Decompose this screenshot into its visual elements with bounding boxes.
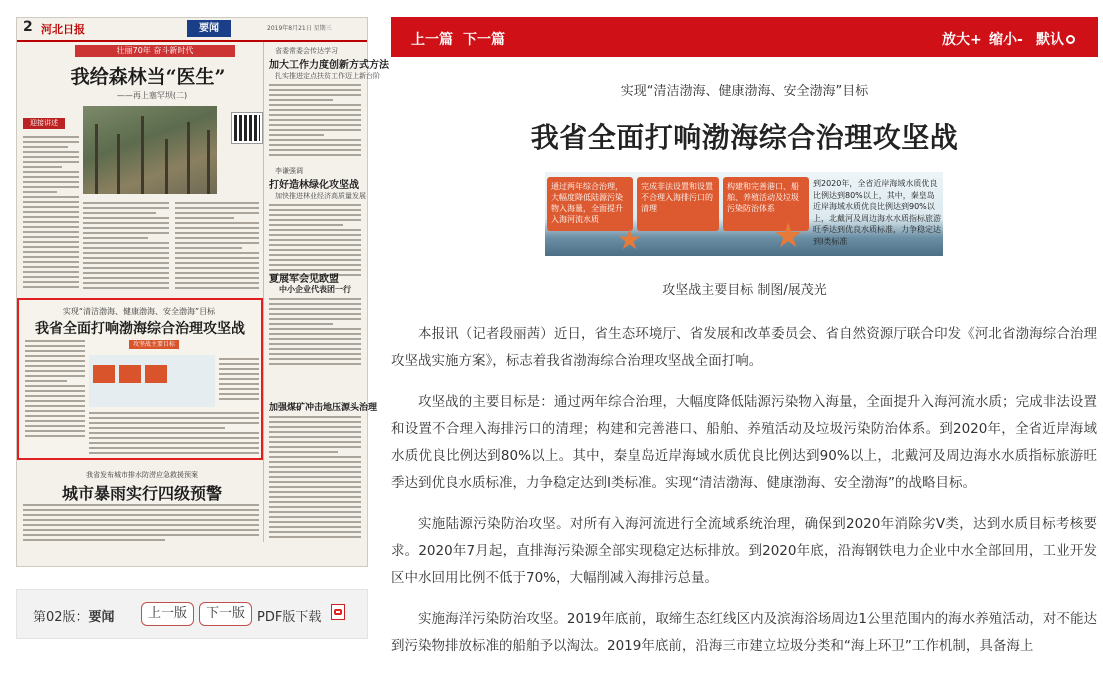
qr-code-icon (232, 113, 262, 143)
newspaper-text-column (23, 504, 259, 544)
article-paragraph: 实施陆源污染防治攻坚。对所有入海河流进行全流域系统治理，确保到2020年消除劣Ⅴ类，达到水质目标考核要求。2020年7月起，直排海污染源全部实现稳定达标排放。到2020年底，沿海钢铁电力企业中水全部回用，工业开发区中水回用比例不低于70%，大幅削减入海排污总量。 (391, 516, 1097, 586)
newspaper-page-number: 2 (23, 19, 33, 35)
prev-page-button[interactable]: 上一版 (141, 602, 194, 626)
newspaper-masthead (17, 18, 367, 42)
newspaper-text-column (25, 340, 85, 440)
reset-icon (1066, 35, 1075, 44)
infographic-target-text: 到2020年，全省近岸海域水质优良比例达到80%以上，其中，秦皇岛近岸海域水质优良比例达到90%以上，北戴河及周边海水水质指标旅游旺季达到优良水质标准，力争稳定达到Ⅰ类标准 (813, 179, 941, 246)
next-page-button[interactable]: 下一版 (199, 602, 252, 626)
newspaper-side-title[interactable]: 夏展军会见欧盟 (269, 274, 339, 285)
pdf-icon[interactable] (331, 604, 345, 620)
newspaper-side-subtitle: 加快推进林业经济高质量发展 (275, 192, 366, 200)
newspaper-bottom-title[interactable]: 城市暴雨实行四级预警 (61, 484, 222, 503)
newspaper-text-column (269, 298, 361, 368)
zoom-out-button[interactable]: 缩小- (989, 32, 1023, 48)
prev-article-link[interactable]: 上一篇 (411, 32, 453, 48)
page-navigation (16, 589, 368, 639)
newspaper-side-subtitle: 中小企业代表团一行 (279, 285, 351, 294)
newspaper-side-title[interactable]: 打好造林绿化攻坚战 (269, 180, 359, 191)
starfish-icon: ★ (773, 216, 804, 256)
newspaper-text-column (219, 358, 259, 403)
infographic-goal-box: 完成非法设置和设置不合理入海排污口的清理 (637, 177, 719, 231)
article-infographic (545, 172, 943, 256)
newspaper-side-kicker: 省委常委会传达学习 (275, 47, 338, 55)
newspaper-text-column (175, 202, 259, 292)
article-paragraph: 实施海洋污染防治攻坚。2019年底前，取缔生态红线区内及滨海浴场周边1公里范围内的海水养殖活动，对不能达到污染物排放标准的船舶予以淘汰。2019年底前，沿海三市建立垃圾分类和“海上环卫”工作机制，具备海上 (391, 611, 1097, 654)
newspaper-text-column (83, 202, 169, 292)
infographic-goal-box: 构建和完善港口、船舶、养殖活动及垃圾污染防治体系 (723, 177, 809, 231)
highlight-kicker: 实现“清洁渤海、健康渤海、安全渤海”目标 (62, 307, 216, 316)
newspaper-side-subtitle: 扎实推进定点扶贫工作迈上新台阶 (275, 72, 380, 80)
article-title: 我省全面打响渤海综合治理攻坚战 (530, 121, 959, 154)
article-kicker: 实现“清洁渤海、健康渤海、安全渤海”目标 (620, 84, 869, 99)
zoom-in-button[interactable]: 放大+ (942, 32, 982, 48)
newspaper-date: 2019年8月21日 星期三 (267, 25, 332, 32)
reset-zoom-button[interactable]: 默认 (1036, 29, 1075, 49)
newspaper-text-column (269, 204, 361, 279)
newspaper-text-column (269, 416, 361, 541)
newspaper-side-title[interactable]: 加大工作力度创新方式方法 (269, 60, 389, 71)
newspaper-lead-photo (83, 106, 217, 194)
article-paragraph: 本报讯（记者段丽茜）近日，省生态环境厅、省发展和改革委员会、省自然资源厅联合印发《河北省渤海综合治理攻坚战实施方案》，标志着我省渤海综合治理攻坚战全面打响。 (391, 326, 1097, 369)
highlight-infographic-caption: 攻坚战主要目标 (129, 340, 179, 349)
newspaper-bottom-kicker: 我省发布城市排水防涝应急救援预案 (86, 471, 198, 479)
infographic-caption: 攻坚战主要目标 制图/展茂光 (662, 283, 827, 298)
newspaper-lead-tag: 迎接讲述 (23, 118, 65, 129)
article-paragraph: 攻坚战的主要目标是：通过两年综合治理，大幅度降低陆源污染物入海量，全面提升入海河流水质；完成非法设置和设置不合理入海排污口的清理；构建和完善港口、船舶、养殖活动及垃圾污染防治体系。到2020年，全省近岸海域水质优良比例达到80%以上。其中，秦皇岛近岸海域水质优良比例达到90%以上，北戴河及周边海水水质指标旅游旺季达到优良水质标准，力争稳定达到Ⅰ类标准。实现“清洁渤海、健康渤海、安全渤海”的战略目标。 (391, 394, 1097, 491)
newspaper-page-thumbnail[interactable] (16, 17, 389, 567)
current-page-label: 第02版：要闻 (33, 610, 115, 625)
article-toolbar (391, 17, 1098, 57)
starfish-icon: ★ (617, 223, 643, 256)
newspaper-lead-title[interactable]: 我给森林当“医生” (70, 66, 226, 88)
newspaper-lead-subtitle: ——再上塞罕坝(二) (116, 91, 188, 100)
infographic-goal-box: 通过两年综合治理，大幅度降低陆源污染物入海量，全面提升入海河流水质 (547, 177, 633, 231)
newspaper-side-kicker: 李谦强调 (275, 167, 303, 175)
current-article-highlight[interactable] (17, 298, 263, 460)
highlight-title: 我省全面打响渤海综合治理攻坚战 (35, 321, 245, 337)
newspaper-brand: 河北日报 (41, 23, 85, 36)
newspaper-side-title[interactable]: 加强煤矿冲击地压源头治理 (269, 403, 378, 413)
pdf-download-link[interactable]: PDF版下载 (257, 610, 322, 625)
newspaper-ribbon: 壮丽70年 奋斗新时代 (75, 45, 235, 57)
newspaper-text-column (269, 84, 361, 159)
newspaper-text-column (23, 136, 79, 291)
article-body (391, 321, 1097, 674)
highlight-infographic (89, 355, 215, 407)
newspaper-section-tag: 要闻 (187, 20, 231, 37)
next-article-link[interactable]: 下一篇 (463, 32, 505, 48)
column-divider (263, 42, 264, 542)
newspaper-text-column (89, 412, 259, 457)
